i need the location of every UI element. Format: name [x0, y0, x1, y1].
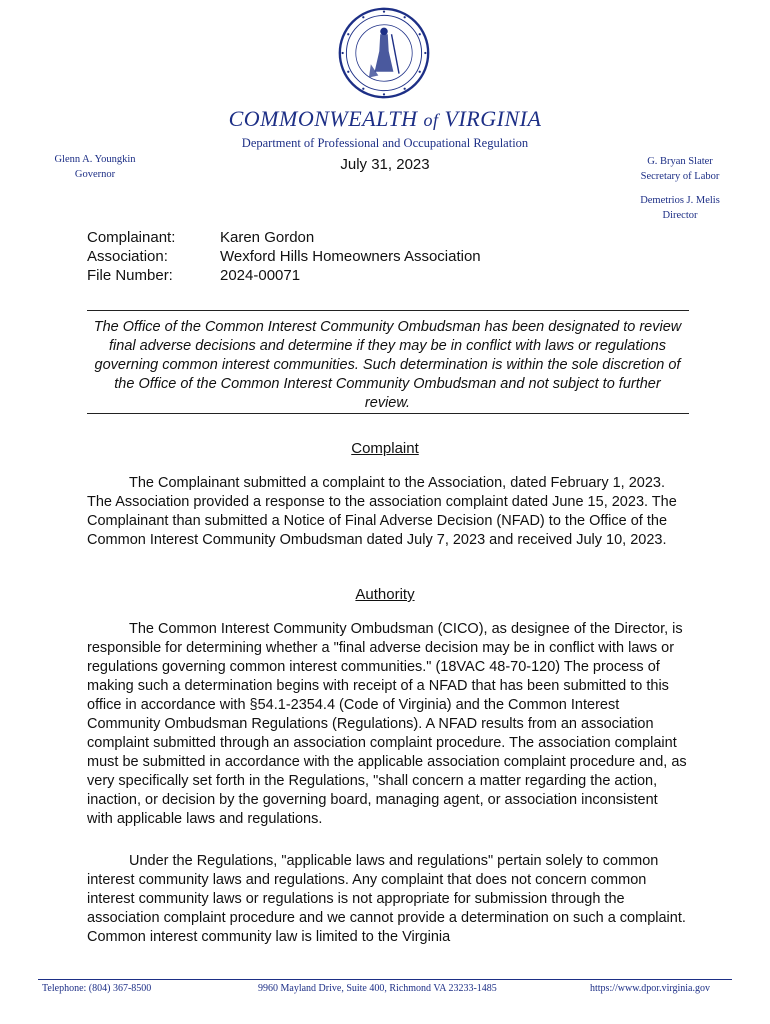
association-label: Association: [87, 248, 168, 265]
virginia-seal-logo [337, 6, 431, 100]
director-title: Director [662, 210, 698, 221]
complainant-value: Karen Gordon [220, 229, 315, 246]
director-name: Demetrios J. Melis [640, 195, 720, 206]
agency-main: COMMONWEALTH [228, 106, 418, 131]
secretary-name: G. Bryan Slater [647, 156, 713, 167]
association-row [87, 247, 481, 266]
secretary-block [620, 154, 740, 184]
governor-title: Governor [74, 169, 116, 180]
complaint-heading: Complaint [351, 440, 419, 457]
authority-heading: Authority [355, 586, 415, 603]
footer-address: 9960 Mayland Drive, Suite 400, Richmond VA 23233-1485 [258, 983, 497, 994]
complaint-paragraph: The Complainant submitted a complaint to the Association, dated February 1, 2023. The Association provided a response to the association complaint dated June 15, 2023. The Complainant than submitted a Notice of Final Adverse Decision (NFAD) to the Office of the Common Interest Community Ombudsman dated July 7, 2023 and received July 10, 2023. [87, 475, 677, 548]
agency-title [0, 106, 770, 132]
complainant-label: Complainant: [87, 229, 176, 246]
complainant-row [87, 228, 481, 247]
department-name: Department of Professional and Occupational Regulation [241, 136, 529, 150]
disclaimer-text: The Office of the Common Interest Community Ombudsman has been designated to review final adverse decisions and determine if they may be in conflict with laws or regulations governing common interest communities. Such determination is within the sole discretion of the Office of the Common Interest Community Ombudsman and not subject to further review. [93, 319, 682, 411]
authority-paragraph-1: The Common Interest Community Ombudsman (CICO), as designee of the Director, is responsible for determining whether a "final adverse decision may be in conflict with laws or regulations governing common interest communities." (18VAC 48-70-120) The process of making such a determination begins with receipt of a NFAD that has been submitted to this office in accordance with §54.1-2354.4 (Code of Virginia) and the Common Interest Community Ombudsman Regulations (Regulations). A NFAD results from an association complaint submitted through an association complaint procedure. The association complaint must be submitted in accordance with the applicable association complaint procedure and, as very specifically set forth in the Regulations, "shall concern a matter regarding the action, inaction, or decision by the governing board, managing agent, or association inconsistent with applicable laws and regulations. [87, 621, 687, 827]
footer-website[interactable]: https://www.dpor.virginia.gov [590, 983, 710, 994]
agency-of: of [423, 110, 439, 130]
file-number-row [87, 266, 481, 285]
divider-bottom [87, 413, 689, 414]
governor-name: Glenn A. Youngkin [54, 154, 136, 165]
file-number-value: 2024-00071 [220, 267, 301, 284]
file-number-label: File Number: [87, 267, 173, 284]
authority-paragraph-2: Under the Regulations, "applicable laws and regulations" pertain solely to common interest community laws and regulations. Any complaint that does not concern common interest community laws or regulations is not appropriate for submission through the association complaint procedure and we cannot provide a determination on such a complaint. Common interest community law is limited to the Virginia [87, 853, 686, 945]
director-block [620, 193, 740, 223]
secretary-title: Secretary of Labor [640, 171, 720, 182]
association-value: Wexford Hills Homeowners Association [220, 248, 481, 265]
case-info [87, 228, 481, 285]
footer-divider [38, 979, 732, 980]
divider-top [87, 310, 689, 311]
agency-state: VIRGINIA [444, 106, 542, 131]
letter-date: July 31, 2023 [340, 156, 430, 173]
footer-telephone: Telephone: (804) 367-8500 [42, 983, 152, 994]
